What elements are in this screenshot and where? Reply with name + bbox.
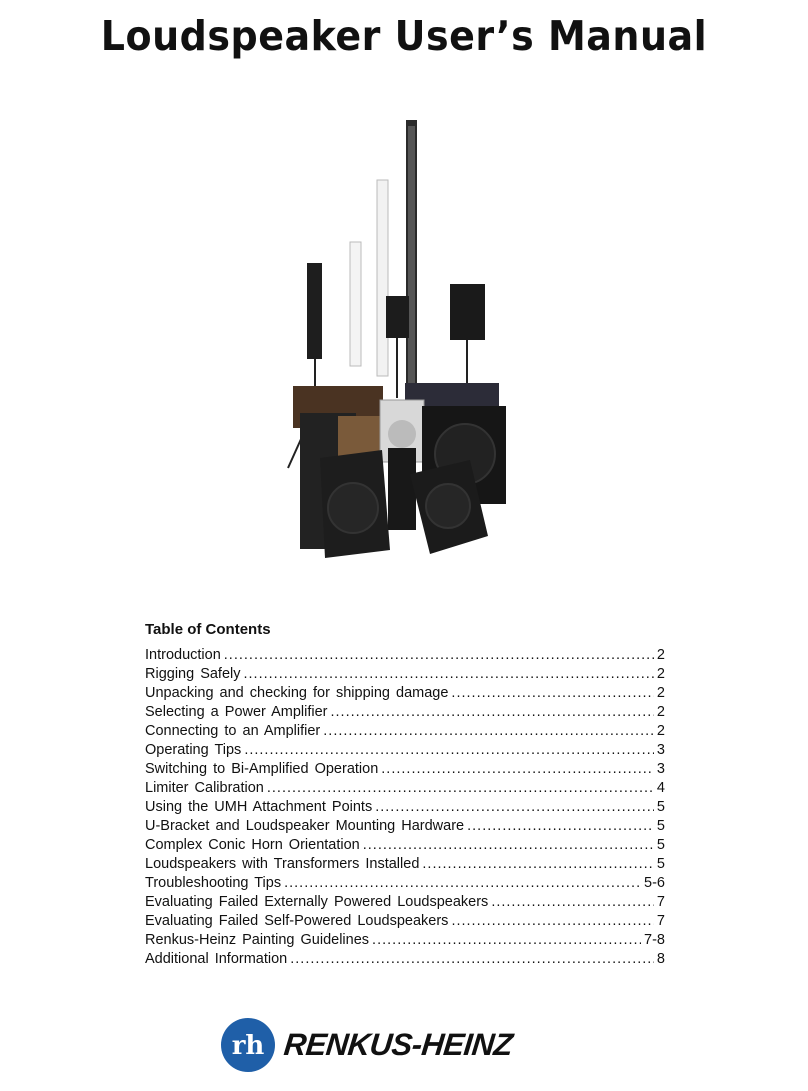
toc-entry-page: 5 <box>656 818 665 834</box>
toc-entry-label: Connecting to an Amplifier <box>145 723 321 739</box>
toc-entry-label: Unpacking and checking for shipping damage <box>145 685 449 701</box>
toc-row <box>145 779 665 798</box>
toc-entry-page: 4 <box>656 780 665 796</box>
toc-row <box>145 665 665 684</box>
toc-entry-label: Operating Tips <box>145 742 242 758</box>
toc-entry-label: Evaluating Failed Self-Powered Loudspeakers <box>145 913 449 929</box>
toc-leader-dots <box>375 798 654 817</box>
toc-entry-label: Renkus-Heinz Painting Guidelines <box>145 932 370 948</box>
toc-leader-dots <box>363 836 654 855</box>
toc-leader-dots <box>381 760 654 779</box>
toc-leader-dots <box>451 684 654 703</box>
toc-entry-label: Rigging Safely <box>145 666 241 682</box>
toc-entry-label: Loudspeakers with Transformers Installed <box>145 856 420 872</box>
brand-name: RENKUS-HEINZ <box>282 1027 515 1062</box>
loudspeaker-family-photo <box>270 108 530 578</box>
toc-entry-label: U-Bracket and Loudspeaker Mounting Hardware <box>145 818 465 834</box>
toc-row <box>145 836 665 855</box>
toc-entry-page: 2 <box>656 647 665 663</box>
toc-row <box>145 855 665 874</box>
logo-mark-text: rh <box>231 1031 265 1061</box>
toc-entry-page: 8 <box>656 951 665 967</box>
toc-entry-page: 2 <box>656 666 665 682</box>
toc-row <box>145 931 665 950</box>
toc-list <box>145 646 665 969</box>
toc-entry-label: Troubleshooting Tips <box>145 875 282 891</box>
toc-entry-label: Limiter Calibration <box>145 780 264 796</box>
toc-entry-page: 2 <box>656 723 665 739</box>
toc-row <box>145 741 665 760</box>
toc-leader-dots <box>331 703 654 722</box>
toc-leader-dots <box>290 950 654 969</box>
toc-entry-page: 5 <box>656 837 665 853</box>
toc-leader-dots <box>267 779 654 798</box>
toc-entry-page: 7 <box>656 913 665 929</box>
toc-entry-page: 5 <box>656 799 665 815</box>
toc-leader-dots <box>224 646 654 665</box>
toc-entry-page: 5 <box>656 856 665 872</box>
toc-row <box>145 874 665 893</box>
toc-row <box>145 684 665 703</box>
toc-row <box>145 798 665 817</box>
page-title: Loudspeaker User’s Manual <box>100 12 708 60</box>
toc-row <box>145 703 665 722</box>
toc-leader-dots <box>284 874 641 893</box>
toc-row <box>145 893 665 912</box>
toc-entry-page: 7 <box>656 894 665 910</box>
toc-entry-label: Using the UMH Attachment Points <box>145 799 373 815</box>
toc-row <box>145 722 665 741</box>
toc-leader-dots <box>491 893 654 912</box>
toc-heading: Table of Contents <box>145 621 271 638</box>
toc-leader-dots <box>323 722 654 741</box>
toc-entry-label: Complex Conic Horn Orientation <box>145 837 360 853</box>
toc-entry-page: 3 <box>656 761 665 777</box>
toc-entry-label: Switching to Bi-Amplified Operation <box>145 761 379 777</box>
toc-leader-dots <box>244 741 654 760</box>
toc-row <box>145 950 665 969</box>
toc-entry-label: Additional Information <box>145 951 288 967</box>
toc-entry-label: Introduction <box>145 647 221 663</box>
table-of-contents <box>145 621 665 969</box>
toc-entry-label: Evaluating Failed Externally Powered Loudspeakers <box>145 894 489 910</box>
toc-leader-dots <box>422 855 654 874</box>
toc-entry-page: 3 <box>656 742 665 758</box>
toc-leader-dots <box>372 931 641 950</box>
toc-row <box>145 817 665 836</box>
toc-entry-page: 5-6 <box>644 875 665 891</box>
toc-leader-dots <box>244 665 654 684</box>
renkus-heinz-logo <box>220 1015 515 1075</box>
toc-row <box>145 760 665 779</box>
toc-entry-page: 2 <box>656 704 665 720</box>
rh-logo-icon <box>220 1017 276 1073</box>
toc-leader-dots <box>467 817 654 836</box>
toc-row <box>145 912 665 931</box>
toc-leader-dots <box>451 912 653 931</box>
toc-entry-label: Selecting a Power Amplifier <box>145 704 328 720</box>
toc-row <box>145 646 665 665</box>
toc-entry-page: 2 <box>656 685 665 701</box>
toc-entry-page: 7-8 <box>644 932 665 948</box>
